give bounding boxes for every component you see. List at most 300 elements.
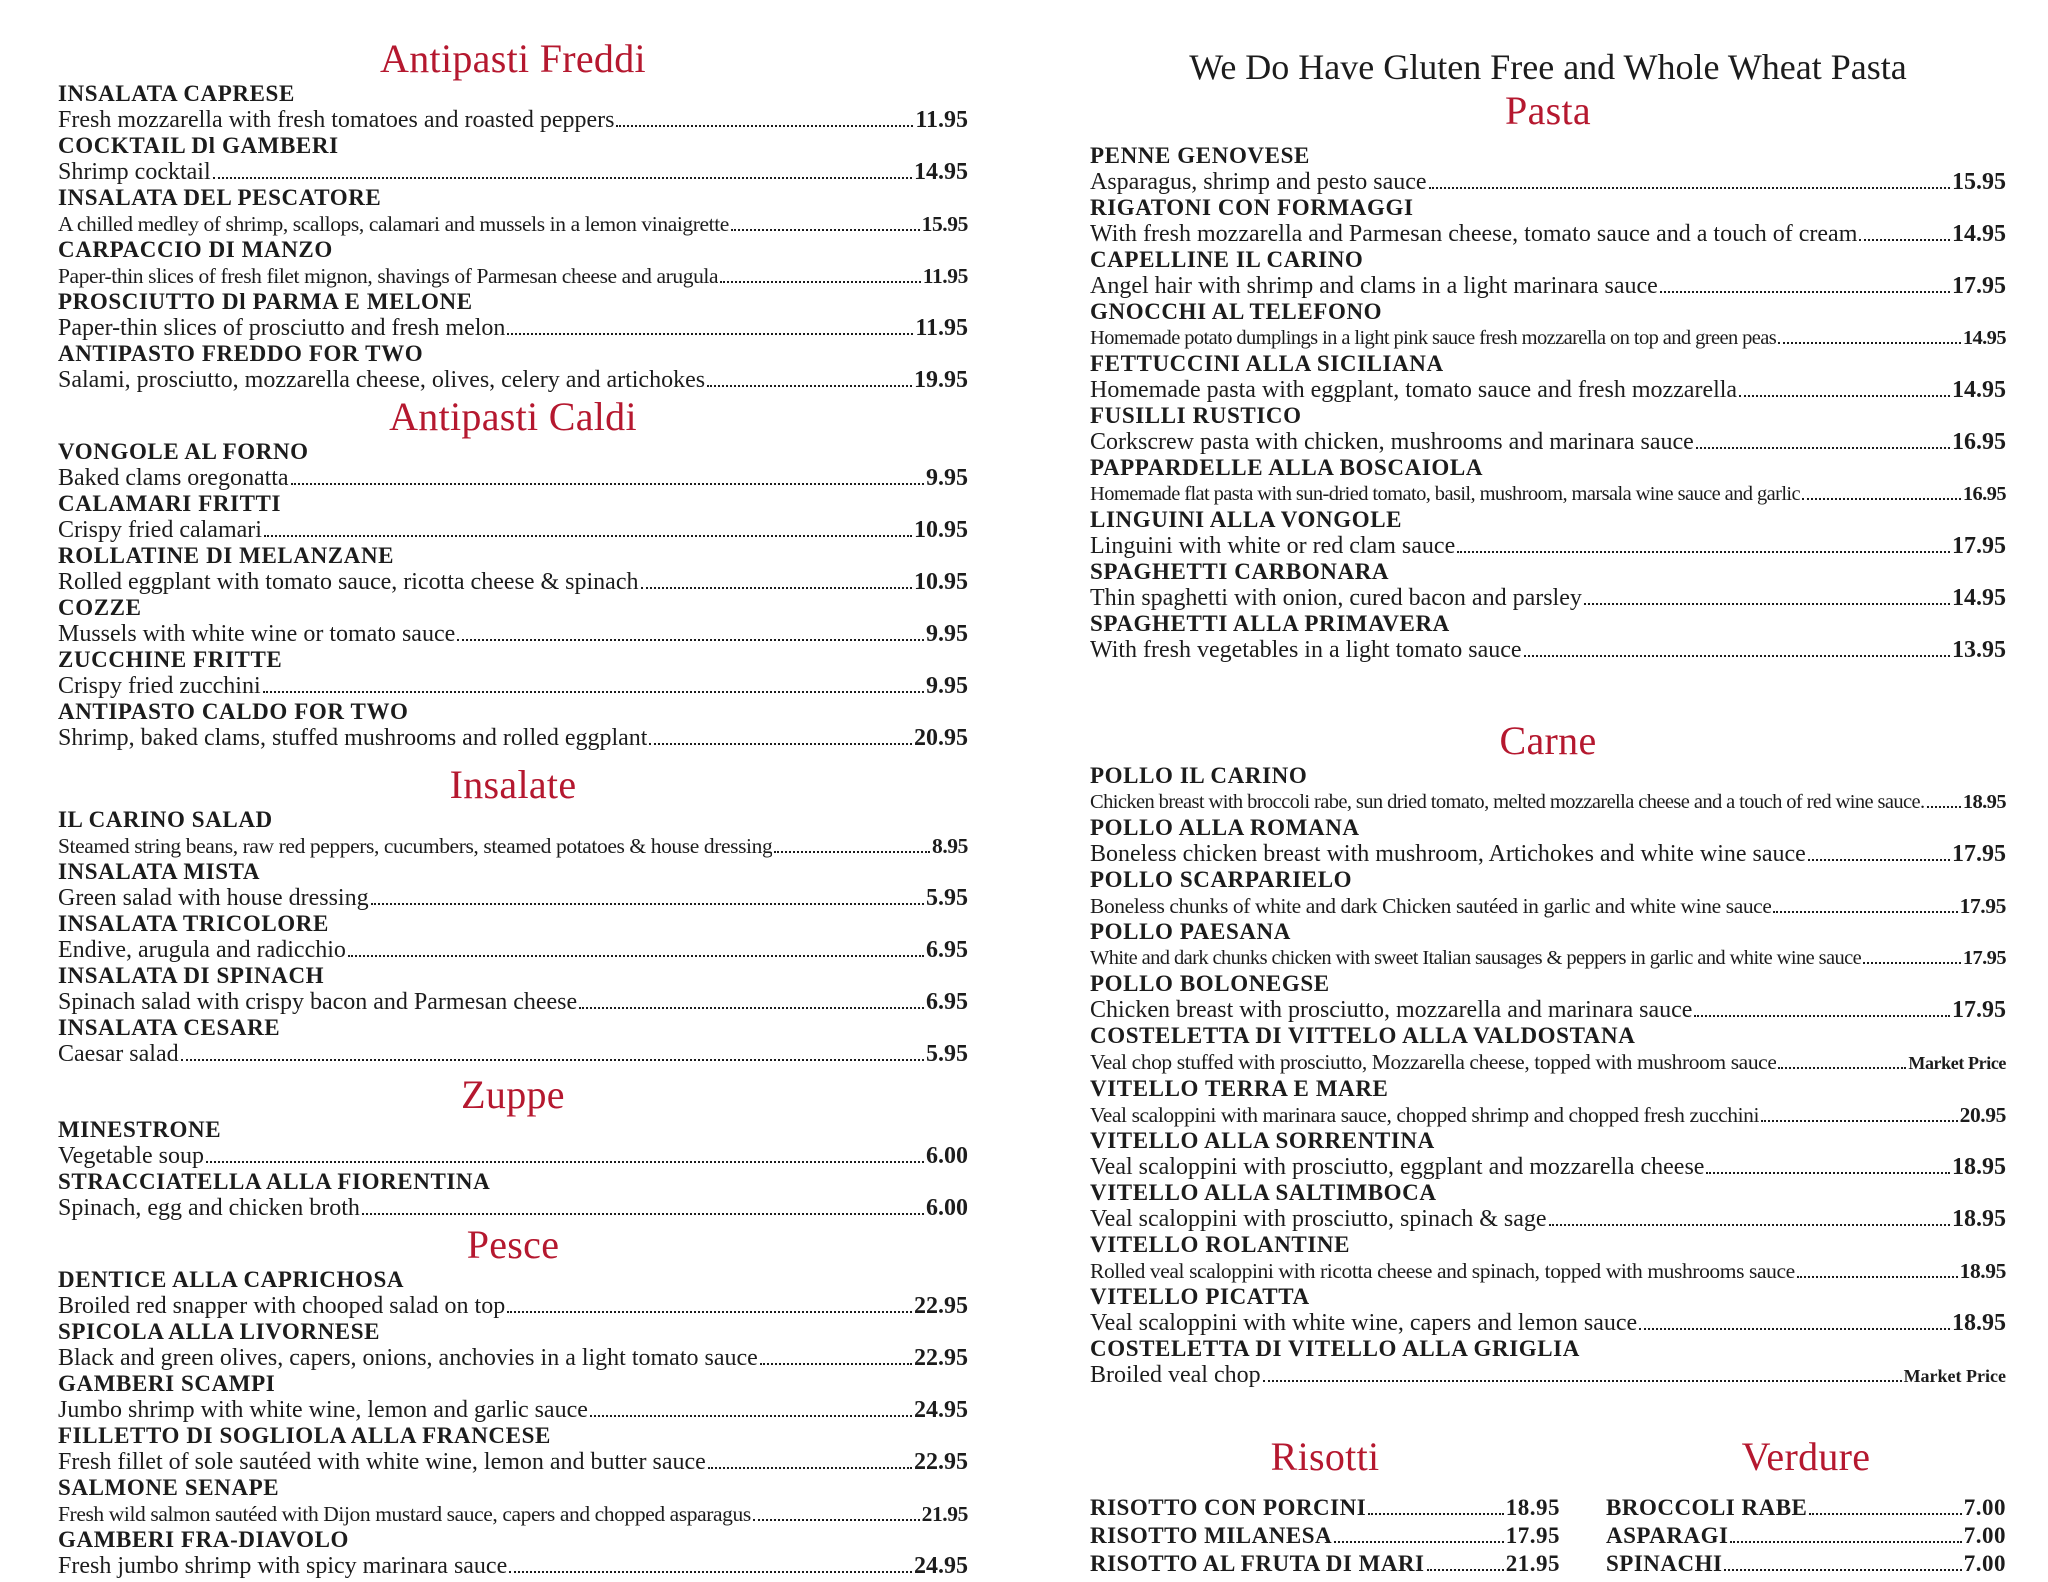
item-price: 17.95 bbox=[1505, 1523, 1560, 1548]
item-price: 9.95 bbox=[926, 673, 968, 699]
item-line bbox=[58, 724, 968, 752]
item-name: LINGUINI ALLA VONGOLE bbox=[1090, 507, 1403, 532]
section-title-zuppe: Zuppe bbox=[461, 1072, 565, 1117]
item-name: POLLO ALLA ROMANA bbox=[1090, 815, 1360, 840]
item-price: 20.95 bbox=[914, 725, 968, 751]
section-title-verdure: Verdure bbox=[1741, 1434, 1871, 1479]
item-price: 11.95 bbox=[915, 315, 968, 341]
dot-leader bbox=[1639, 1328, 1950, 1330]
menu-item-spinachi bbox=[1606, 1550, 2006, 1578]
item-name: FETTUCCINI ALLA SICILIANA bbox=[1090, 351, 1444, 376]
dot-leader bbox=[1694, 1015, 1950, 1017]
item-description: Asparagus, shrimp and pesto sauce bbox=[1090, 169, 1427, 195]
item-line bbox=[1090, 788, 2006, 816]
item-description: A chilled medley of shrimp, scallops, calamari and mussels in a lemon vinaigrette bbox=[58, 212, 729, 236]
item-price: 18.95 bbox=[1952, 1154, 2006, 1180]
item-line bbox=[1090, 1101, 2006, 1129]
dot-leader bbox=[579, 1007, 924, 1009]
item-name: CALAMARI FRITTI bbox=[58, 491, 282, 516]
item-line bbox=[58, 1194, 968, 1222]
item-description: Rolled eggplant with tomato sauce, ricotta cheese & spinach bbox=[58, 569, 639, 595]
antipasti-freddi-section bbox=[58, 36, 968, 394]
item-name: GAMBERI SCAMPI bbox=[58, 1371, 276, 1396]
item-description: Rolled veal scaloppini with ricotta cheese and spinach, topped with mushrooms sauce bbox=[1090, 1259, 1795, 1283]
dot-leader bbox=[590, 1415, 912, 1417]
item-price: 24.95 bbox=[914, 1553, 968, 1579]
item-description: Shrimp, baked clams, stuffed mushrooms and rolled eggplant bbox=[58, 725, 648, 751]
carne-items bbox=[1090, 764, 2006, 1390]
item-price: 14.95 bbox=[1952, 585, 2006, 611]
menu-item-stracciatella-alla-fiorentina bbox=[58, 1170, 968, 1222]
item-name: BROCCOLI RABE bbox=[1606, 1495, 1808, 1520]
menu-item-risotto-al-fruta-di-mari bbox=[1090, 1550, 1560, 1578]
menu-item-antipasto-caldo-for-two bbox=[58, 700, 968, 752]
left-menu-column bbox=[58, 36, 968, 1580]
verdure-items bbox=[1606, 1494, 2006, 1578]
antipasti-freddi-items bbox=[58, 82, 968, 394]
menu-item-fettuccini-alla-siciliana bbox=[1090, 352, 2006, 404]
item-name: SPAGHETTI CARBONARA bbox=[1090, 559, 1390, 584]
menu-item-pollo-alla-romana bbox=[1090, 816, 2006, 868]
item-price: 17.95 bbox=[1952, 841, 2006, 867]
item-line bbox=[58, 1040, 968, 1068]
item-description: Spinach salad with crispy bacon and Parmesan cheese bbox=[58, 989, 578, 1015]
dot-leader bbox=[641, 587, 913, 589]
dot-leader bbox=[774, 851, 930, 853]
item-line bbox=[58, 1552, 968, 1580]
item-line bbox=[58, 106, 968, 134]
item-name: ANTIPASTO FREDDO FOR TWO bbox=[58, 341, 424, 366]
item-name: VITELLO ROLANTINE bbox=[1090, 1232, 1351, 1257]
item-line bbox=[58, 1344, 968, 1372]
dot-leader bbox=[1809, 1513, 1961, 1515]
dot-leader bbox=[1549, 1224, 1950, 1226]
item-description: Steamed string beans, raw red peppers, cucumbers, steamed potatoes & house dressing bbox=[58, 834, 773, 858]
menu-item-vitello-alla-saltimboca bbox=[1090, 1181, 2006, 1233]
item-description: Chicken breast with prosciutto, mozzarella and marinara sauce bbox=[1090, 997, 1693, 1023]
zuppe-items bbox=[58, 1118, 968, 1222]
pasta-section bbox=[1090, 88, 2006, 664]
item-name: VITELLO ALLA SORRENTINA bbox=[1090, 1128, 1435, 1153]
item-price: 11.95 bbox=[922, 264, 968, 288]
section-title-carne: Carne bbox=[1499, 718, 1597, 763]
menu-item-insalata-caprese bbox=[58, 82, 968, 134]
dot-leader bbox=[1427, 1569, 1504, 1571]
menu-item-linguini-alla-vongole bbox=[1090, 508, 2006, 560]
item-line bbox=[58, 568, 968, 596]
item-price: 22.95 bbox=[914, 1345, 968, 1371]
item-line bbox=[1090, 532, 2006, 560]
item-line bbox=[1090, 168, 2006, 196]
item-name: RISOTTO AL FRUTA DI MARI bbox=[1090, 1551, 1425, 1576]
item-price: 14.95 bbox=[914, 159, 968, 185]
item-price: 18.95 bbox=[1962, 791, 2006, 813]
dot-leader bbox=[1802, 498, 1961, 500]
item-price: 6.95 bbox=[926, 937, 968, 963]
item-description: With fresh vegetables in a light tomato sauce bbox=[1090, 637, 1522, 663]
item-price: 5.95 bbox=[926, 1041, 968, 1067]
dot-leader bbox=[1696, 447, 1950, 449]
item-name: VITELLO TERRA E MARE bbox=[1090, 1076, 1389, 1101]
item-price: Market Price bbox=[1908, 1053, 2006, 1073]
item-line bbox=[1090, 996, 2006, 1024]
item-description: Crispy fried zucchini bbox=[58, 673, 261, 699]
dot-leader bbox=[1863, 962, 1961, 964]
item-line bbox=[58, 1142, 968, 1170]
item-price: 17.95 bbox=[1952, 273, 2006, 299]
menu-item-rollatine-di-melanzane bbox=[58, 544, 968, 596]
item-description: Caesar salad bbox=[58, 1041, 179, 1067]
item-price: 21.95 bbox=[1505, 1551, 1560, 1576]
item-name: INSALATA CESARE bbox=[58, 1015, 281, 1040]
item-name: RISOTTO CON PORCINI bbox=[1090, 1495, 1367, 1520]
item-line bbox=[1090, 1361, 2006, 1390]
menu-item-cocktail-dl-gamberi bbox=[58, 134, 968, 186]
item-price: 17.95 bbox=[1959, 894, 2006, 918]
item-line bbox=[58, 1500, 968, 1528]
item-name: MINESTRONE bbox=[58, 1117, 222, 1142]
dot-leader bbox=[707, 385, 912, 387]
item-name: VITELLO ALLA SALTIMBOCA bbox=[1090, 1180, 1437, 1205]
dot-leader bbox=[181, 1059, 924, 1061]
item-name: INSALATA MISTA bbox=[58, 859, 261, 884]
risotti-section bbox=[1090, 1434, 1560, 1578]
menu-item-minestrone bbox=[58, 1118, 968, 1170]
item-description: Fresh fillet of sole sautéed with white wine, lemon and butter sauce bbox=[58, 1449, 706, 1475]
menu-item-vitello-rolantine bbox=[1090, 1233, 2006, 1285]
item-price: 6.95 bbox=[926, 989, 968, 1015]
item-name: SPINACHI bbox=[1606, 1551, 1723, 1576]
item-name: POLLO SCARPARIELO bbox=[1090, 867, 1353, 892]
item-description: With fresh mozzarella and Parmesan cheese, tomato sauce and a touch of cream bbox=[1090, 221, 1858, 247]
menu-item-capelline-il-carino bbox=[1090, 248, 2006, 300]
item-description: Paper-thin slices of fresh filet mignon, shavings of Parmesan cheese and arugula bbox=[58, 264, 719, 288]
item-price: 14.95 bbox=[1952, 377, 2006, 403]
item-description: Veal scaloppini with prosciutto, spinach & sage bbox=[1090, 1206, 1547, 1232]
item-price: 17.95 bbox=[1962, 947, 2006, 969]
menu-item-cozze bbox=[58, 596, 968, 648]
item-description: Corkscrew pasta with chicken, mushrooms and marinara sauce bbox=[1090, 429, 1694, 455]
dot-leader bbox=[371, 903, 924, 905]
item-line bbox=[58, 464, 968, 492]
dot-leader bbox=[1773, 911, 1957, 913]
item-description: Jumbo shrimp with white wine, lemon and garlic sauce bbox=[58, 1397, 588, 1423]
dot-leader bbox=[649, 743, 912, 745]
menu-item-insalata-tricolore bbox=[58, 912, 968, 964]
item-name: POLLO IL CARINO bbox=[1090, 763, 1308, 788]
item-price: 18.95 bbox=[1505, 1495, 1560, 1520]
menu-item-vitello-terra-e-mare bbox=[1090, 1077, 2006, 1129]
item-name: INSALATA CAPRESE bbox=[58, 81, 295, 106]
item-description: Shrimp cocktail bbox=[58, 159, 211, 185]
item-name: CAPELLINE IL CARINO bbox=[1090, 247, 1364, 272]
item-price: 7.00 bbox=[1963, 1495, 2006, 1520]
item-line bbox=[58, 158, 968, 186]
item-price: 20.95 bbox=[1959, 1103, 2006, 1127]
section-title-antipasti-caldi: Antipasti Caldi bbox=[389, 394, 637, 439]
item-price: 5.95 bbox=[926, 885, 968, 911]
item-name: PROSCIUTTO Dl PARMA E MELONE bbox=[58, 289, 473, 314]
item-price: 10.95 bbox=[914, 569, 968, 595]
item-description: Homemade flat pasta with sun-dried tomato, basil, mushroom, marsala wine sauce and garlic bbox=[1090, 483, 1801, 505]
item-description: Broiled veal chop bbox=[1090, 1362, 1261, 1388]
section-title-insalate: Insalate bbox=[449, 762, 577, 807]
item-description: Broiled red snapper with chooped salad on top bbox=[58, 1293, 506, 1319]
section-title-risotti: Risotti bbox=[1270, 1434, 1380, 1479]
dot-leader bbox=[731, 229, 920, 231]
dot-leader bbox=[1797, 1276, 1958, 1278]
item-price: 7.00 bbox=[1963, 1523, 2006, 1548]
item-line bbox=[58, 936, 968, 964]
sides-row bbox=[1090, 1434, 2006, 1578]
menu-item-calamari-fritti bbox=[58, 492, 968, 544]
pesce-items bbox=[58, 1268, 968, 1580]
item-name: STRACCIATELLA ALLA FIORENTINA bbox=[58, 1169, 491, 1194]
item-name: VONGOLE AL FORNO bbox=[58, 439, 309, 464]
item-name: ZUCCHINE FRITTE bbox=[58, 647, 283, 672]
dot-leader bbox=[206, 1161, 924, 1163]
dot-leader bbox=[1778, 1067, 1906, 1069]
item-line bbox=[58, 516, 968, 544]
item-description: Fresh jumbo shrimp with spicy marinara sauce bbox=[58, 1553, 508, 1579]
dot-leader bbox=[753, 1519, 920, 1521]
item-price: 15.95 bbox=[921, 212, 968, 236]
dot-leader bbox=[1859, 239, 1950, 241]
menu-item-filletto-di-sogliola-alla-francese bbox=[58, 1424, 968, 1476]
item-description: Veal chop stuffed with prosciutto, Mozzarella cheese, topped with mushroom sauce bbox=[1090, 1050, 1777, 1074]
insalate-section bbox=[58, 762, 968, 1068]
dot-leader bbox=[509, 1571, 912, 1573]
menu-item-rigatoni-con-formaggi bbox=[1090, 196, 2006, 248]
right-menu-column bbox=[1090, 46, 2006, 1578]
item-description: Veal scaloppini with marinara sauce, chopped shrimp and chopped fresh zucchini bbox=[1090, 1103, 1760, 1127]
item-line bbox=[1090, 584, 2006, 612]
item-name: RIGATONI CON FORMAGGI bbox=[1090, 195, 1414, 220]
item-description: Spinach, egg and chicken broth bbox=[58, 1195, 360, 1221]
item-name: SPICOLA ALLA LIVORNESE bbox=[58, 1319, 381, 1344]
dot-leader bbox=[1739, 395, 1950, 397]
menu-item-pollo-paesana bbox=[1090, 920, 2006, 972]
item-line bbox=[58, 1292, 968, 1320]
dot-leader bbox=[1761, 1120, 1958, 1122]
item-line bbox=[58, 620, 968, 648]
item-price: 9.95 bbox=[926, 465, 968, 491]
item-line bbox=[1090, 1309, 2006, 1337]
dot-leader bbox=[213, 177, 912, 179]
item-price: 17.95 bbox=[1952, 997, 2006, 1023]
menu-item-il-carino-salad bbox=[58, 808, 968, 860]
dot-leader bbox=[1778, 342, 1961, 344]
menu-item-risotto-con-porcini bbox=[1090, 1494, 1560, 1522]
item-description: Homemade potato dumplings in a light pink sauce fresh mozzarella on top and green peas bbox=[1090, 327, 1777, 349]
menu-item-zucchine-fritte bbox=[58, 648, 968, 700]
item-line bbox=[58, 210, 968, 238]
dot-leader bbox=[1334, 1541, 1504, 1543]
menu-item-costeletta-di-vitello-alla-griglia bbox=[1090, 1337, 2006, 1390]
dot-leader bbox=[348, 955, 924, 957]
menu-item-broccoli-rabe bbox=[1606, 1494, 2006, 1522]
menu-item-pappardelle-alla-boscaiola bbox=[1090, 456, 2006, 508]
dot-leader bbox=[457, 639, 924, 641]
dot-leader bbox=[720, 281, 921, 283]
item-price: Market Price bbox=[1903, 1366, 2006, 1386]
item-description: Salami, prosciutto, mozzarella cheese, olives, celery and artichokes bbox=[58, 367, 706, 393]
item-name: VITELLO PICATTA bbox=[1090, 1284, 1310, 1309]
menu-item-gnocchi-al-telefono bbox=[1090, 300, 2006, 352]
antipasti-caldi-items bbox=[58, 440, 968, 752]
dot-leader bbox=[1524, 655, 1950, 657]
item-line bbox=[1090, 1257, 2006, 1285]
item-price: 15.95 bbox=[1952, 169, 2006, 195]
menu-item-risotto-milanesa bbox=[1090, 1522, 1560, 1550]
insalate-items bbox=[58, 808, 968, 1068]
zuppe-section bbox=[58, 1072, 968, 1222]
item-price: 14.95 bbox=[1962, 327, 2006, 349]
item-name: POLLO PAESANA bbox=[1090, 919, 1291, 944]
pasta-items bbox=[1090, 144, 2006, 664]
item-line bbox=[58, 1396, 968, 1424]
item-name: SPAGHETTI ALLA PRIMAVERA bbox=[1090, 611, 1450, 636]
item-name: FUSILLI RUSTICO bbox=[1090, 403, 1302, 428]
menu-item-insalata-di-spinach bbox=[58, 964, 968, 1016]
item-name: COSTELETTA DI VITELLO ALLA GRIGLIA bbox=[1090, 1336, 1580, 1361]
menu-item-prosciutto-dl-parma-e-melone bbox=[58, 290, 968, 342]
dot-leader bbox=[760, 1363, 912, 1365]
menu-item-insalata-mista bbox=[58, 860, 968, 912]
menu-item-insalata-cesare bbox=[58, 1016, 968, 1068]
item-description: Crispy fried calamari bbox=[58, 517, 262, 543]
item-description: Mussels with white wine or tomato sauce bbox=[58, 621, 456, 647]
menu-item-gamberi-scampi bbox=[58, 1372, 968, 1424]
item-line bbox=[58, 832, 968, 860]
item-name: GNOCCHI AL TELEFONO bbox=[1090, 299, 1383, 324]
menu-item-salmone-senape bbox=[58, 1476, 968, 1528]
menu-item-carpaccio-di-manzo bbox=[58, 238, 968, 290]
risotti-items bbox=[1090, 1494, 1560, 1578]
item-line bbox=[1090, 944, 2006, 972]
item-description: Fresh mozzarella with fresh tomatoes and roasted peppers bbox=[58, 107, 615, 133]
item-price: 24.95 bbox=[914, 1397, 968, 1423]
item-name: ANTIPASTO CALDO FOR TWO bbox=[58, 699, 409, 724]
menu-item-spaghetti-alla-primavera bbox=[1090, 612, 2006, 664]
item-price: 22.95 bbox=[914, 1449, 968, 1475]
item-line bbox=[1090, 892, 2006, 920]
dot-leader bbox=[1660, 291, 1950, 293]
item-line bbox=[58, 884, 968, 912]
menu-item-costeletta-di-vittelo-alla-valdostana bbox=[1090, 1024, 2006, 1077]
menu-item-vitello-alla-sorrentina bbox=[1090, 1129, 2006, 1181]
section-title-pasta: Pasta bbox=[1505, 88, 1591, 133]
carne-section bbox=[1090, 718, 2006, 1390]
item-description: Veal scaloppini with prosciutto, eggplant and mozzarella cheese bbox=[1090, 1154, 1705, 1180]
item-price: 14.95 bbox=[1952, 221, 2006, 247]
item-line bbox=[1090, 324, 2006, 352]
item-price: 18.95 bbox=[1959, 1259, 2006, 1283]
item-line bbox=[58, 1448, 968, 1476]
menu-item-pollo-bolonegse bbox=[1090, 972, 2006, 1024]
item-price: 8.95 bbox=[931, 834, 968, 858]
dot-leader bbox=[507, 1311, 912, 1313]
dot-leader bbox=[616, 125, 913, 127]
item-description: Chicken breast with broccoli rabe, sun dried tomato, melted mozzarella cheese and a touch of red wine sauce. bbox=[1090, 791, 1925, 813]
item-line bbox=[1090, 272, 2006, 300]
menu-item-vitello-picatta bbox=[1090, 1285, 2006, 1337]
item-price: 16.95 bbox=[1962, 483, 2006, 505]
item-description: Veal scaloppini with white wine, capers and lemon sauce bbox=[1090, 1310, 1638, 1336]
gluten-free-banner: We Do Have Gluten Free and Whole Wheat Pasta bbox=[1189, 47, 1907, 87]
item-name: COCKTAIL Dl GAMBERI bbox=[58, 133, 339, 158]
menu-item-spicola-alla-livornese bbox=[58, 1320, 968, 1372]
item-description: Black and green olives, capers, onions, anchovies in a light tomato sauce bbox=[58, 1345, 758, 1371]
item-description: Paper-thin slices of prosciutto and fresh melon bbox=[58, 315, 506, 341]
item-price: 18.95 bbox=[1952, 1310, 2006, 1336]
item-price: 11.95 bbox=[915, 107, 968, 133]
antipasti-caldi-section bbox=[58, 394, 968, 752]
item-description: Fresh wild salmon sautéed with Dijon mustard sauce, capers and chopped asparagus bbox=[58, 1502, 751, 1526]
dot-leader bbox=[708, 1467, 912, 1469]
menu-item-fusilli-rustico bbox=[1090, 404, 2006, 456]
verdure-section bbox=[1606, 1434, 2006, 1578]
item-name: IL CARINO SALAD bbox=[58, 807, 273, 832]
section-title-antipasti-freddi: Antipasti Freddi bbox=[380, 36, 646, 81]
item-name: COSTELETTA DI VITTELO ALLA VALDOSTANA bbox=[1090, 1023, 1636, 1048]
dot-leader bbox=[264, 535, 912, 537]
item-price: 9.95 bbox=[926, 621, 968, 647]
item-price: 13.95 bbox=[1952, 637, 2006, 663]
menu-item-dentice-alla-caprichosa bbox=[58, 1268, 968, 1320]
item-price: 21.95 bbox=[921, 1502, 968, 1526]
menu-item-insalata-del-pescatore bbox=[58, 186, 968, 238]
item-name: GAMBERI FRA-DIAVOLO bbox=[58, 1527, 350, 1552]
item-description: Boneless chunks of white and dark Chicken sautéed in garlic and white wine sauce bbox=[1090, 894, 1772, 918]
item-name: PAPPARDELLE ALLA BOSCAIOLA bbox=[1090, 455, 1484, 480]
menu-item-spaghetti-carbonara bbox=[1090, 560, 2006, 612]
item-description: Endive, arugula and radicchio bbox=[58, 937, 346, 963]
item-line bbox=[1090, 1153, 2006, 1181]
item-name: FILLETTO DI SOGLIOLA ALLA FRANCESE bbox=[58, 1423, 551, 1448]
item-price: 19.95 bbox=[914, 367, 968, 393]
dot-leader bbox=[1808, 859, 1950, 861]
item-name: COZZE bbox=[58, 595, 142, 620]
item-line bbox=[1090, 636, 2006, 664]
item-name: POLLO BOLONEGSE bbox=[1090, 971, 1330, 996]
pesce-section bbox=[58, 1222, 968, 1580]
menu-item-vongole-al-forno bbox=[58, 440, 968, 492]
item-line bbox=[1090, 840, 2006, 868]
dot-leader bbox=[362, 1213, 924, 1215]
item-name: CARPACCIO DI MANZO bbox=[58, 237, 333, 262]
section-title-pesce: Pesce bbox=[466, 1222, 560, 1267]
item-name: INSALATA DI SPINACH bbox=[58, 963, 325, 988]
item-line bbox=[58, 262, 968, 290]
item-description: Thin spaghetti with onion, cured bacon and parsley bbox=[1090, 585, 1582, 611]
item-description: White and dark chunks chicken with sweet Italian sausages & peppers in garlic and white wine sauce bbox=[1090, 947, 1862, 969]
dot-leader bbox=[1429, 187, 1950, 189]
dot-leader bbox=[507, 333, 913, 335]
item-name: ROLLATINE DI MELANZANE bbox=[58, 543, 395, 568]
dot-leader bbox=[291, 483, 924, 485]
item-line bbox=[1090, 220, 2006, 248]
item-line bbox=[58, 672, 968, 700]
dot-leader bbox=[263, 691, 924, 693]
item-description: Angel hair with shrimp and clams in a light marinara sauce bbox=[1090, 273, 1658, 299]
dot-leader bbox=[1368, 1513, 1504, 1515]
item-description: Homemade pasta with eggplant, tomato sauce and fresh mozzarella bbox=[1090, 377, 1738, 403]
item-price: 17.95 bbox=[1952, 533, 2006, 559]
item-name: SALMONE SENAPE bbox=[58, 1475, 280, 1500]
item-line bbox=[1090, 428, 2006, 456]
menu-item-antipasto-freddo-for-two bbox=[58, 342, 968, 394]
